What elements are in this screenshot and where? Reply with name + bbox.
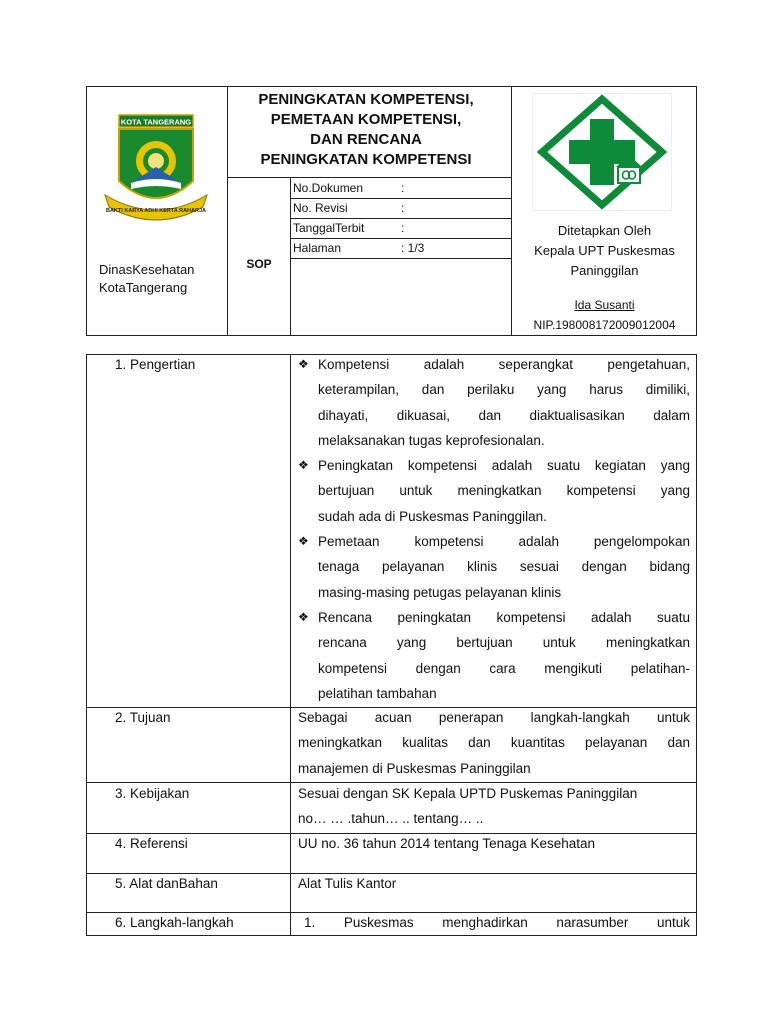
text-line: meningkatkan kualitas dan kuantitas pelayanan dan <box>298 735 690 751</box>
section-content-alat <box>298 871 690 896</box>
text-line: Pemetaan kompetensi adalah pengelompokan <box>318 534 690 550</box>
logo-cell <box>87 87 227 335</box>
section-content-referensi <box>298 831 690 856</box>
text-line: keterampilan, dan perilaku yang harus dimiliki, <box>318 382 690 398</box>
section-label-referensi: 4. Referensi <box>115 836 188 851</box>
text-line: manajemen di Puskesmas Paninggilan <box>298 760 531 776</box>
doc-field-colon: : <box>401 201 405 215</box>
text-line: no… … .tahun… .. tentang… .. <box>298 811 484 827</box>
text-line: melaksanakan tugas keprofesionalan. <box>318 432 545 448</box>
text-line: rencana yang bertujuan untuk meningkatkan <box>318 635 690 651</box>
definition-item <box>298 453 690 529</box>
diamond-bullet-icon: ❖ <box>298 458 309 473</box>
doc-field-colon: : <box>401 181 405 195</box>
text-line: 1. Puskesmas menghadirkan narasumber untuk <box>304 915 690 930</box>
title-line: DAN RENCANA <box>310 131 422 148</box>
sop-cell <box>228 177 290 335</box>
sop-label: SOP <box>246 257 272 271</box>
text-line: bertujuan untuk meningkatkan kompetensi yang <box>318 483 690 499</box>
doc-field-label: TanggalTerbit <box>293 221 365 235</box>
puskesmas-logo-icon <box>532 93 672 211</box>
approval-line: Paninggilan <box>570 263 639 278</box>
text-line: pelatihan tambahan <box>318 685 437 701</box>
title-line: PENINGKATAN KOMPETENSI <box>260 151 472 168</box>
signer-name: Ida Susanti <box>574 298 635 312</box>
text-line: Kompetensi adalah seperangkat pengetahuan, <box>318 357 690 372</box>
section-content-tujuan <box>298 705 690 781</box>
approval-cell <box>512 87 697 335</box>
logo-top-text: KOTA TANGERANG <box>120 117 192 127</box>
section-label-pengertian: 1. Pengertian <box>115 357 196 372</box>
text-line: masing-masing petugas pelayanan klinis <box>318 584 562 600</box>
doc-field-colon: : <box>401 221 405 235</box>
text-line: Rencana peningkatan kompetensi adalah suatu <box>318 609 690 625</box>
procedure-table <box>86 354 697 936</box>
definition-item <box>298 529 690 605</box>
definition-item <box>298 354 690 453</box>
kota-tangerang-emblem-icon <box>97 111 215 229</box>
doc-field-label: No. Revisi <box>293 201 348 215</box>
section-content-kebijakan <box>298 781 690 832</box>
section-content-pengertian <box>298 354 690 706</box>
section-label-alat: 5. Alat danBahan <box>115 876 218 891</box>
text-line: Sebagai acuan penerapan langkah-langkah untuk <box>298 710 690 725</box>
diamond-bullet-icon: ❖ <box>298 534 309 549</box>
section-label-tujuan: 2. Tujuan <box>115 710 171 725</box>
institution-line2: KotaTangerang <box>99 280 188 295</box>
diamond-bullet-icon: ❖ <box>298 357 309 371</box>
text-line: Peningkatan kompetensi adalah suatu kegiatan yang <box>318 458 690 474</box>
approval-line: Kepala UPT Puskesmas <box>534 243 675 258</box>
header-table <box>86 86 697 336</box>
section-content-langkah <box>298 910 690 935</box>
definition-item <box>298 605 690 706</box>
diamond-bullet-icon: ❖ <box>298 609 309 624</box>
text-line: sudah ada di Puskesmas Paninggilan. <box>318 508 547 524</box>
signer-nip: NIP.198008172009012004 <box>533 318 676 332</box>
text-line: Alat Tulis Kantor <box>298 876 397 891</box>
sop-title <box>228 87 504 180</box>
logo-ribbon-text: BAKTI KARYA ADHI KERTA RAHARJA <box>105 208 207 214</box>
section-label-kebijakan: 3. Kebijakan <box>115 786 190 801</box>
doc-field-label: No.Dokumen <box>293 181 364 195</box>
doc-field-label: Halaman <box>293 241 342 255</box>
text-line: dihayati, dikuasai, dan diaktualisasikan dalam <box>318 407 690 423</box>
title-line: PENINGKATAN KOMPETENSI, <box>258 91 474 108</box>
text-line: kompetensi dengan cara mengikuti pelatihan- <box>318 660 690 676</box>
text-line: Sesuai dengan SK Kepala UPTD Puskemas Paninggilan <box>298 786 638 801</box>
section-label-langkah: 6. Langkah-langkah <box>115 915 234 930</box>
approval-line: Ditetapkan Oleh <box>557 223 652 238</box>
title-line: PEMETAAN KOMPETENSI, <box>270 111 462 128</box>
institution-line1: DinasKesehatan <box>99 262 195 277</box>
text-line: UU no. 36 tahun 2014 tentang Tenaga Kesehatan <box>298 836 595 851</box>
doc-field-colon: : 1/3 <box>401 241 425 255</box>
text-line: tenaga pelayanan klinis sesuai dengan bidang <box>318 559 690 575</box>
